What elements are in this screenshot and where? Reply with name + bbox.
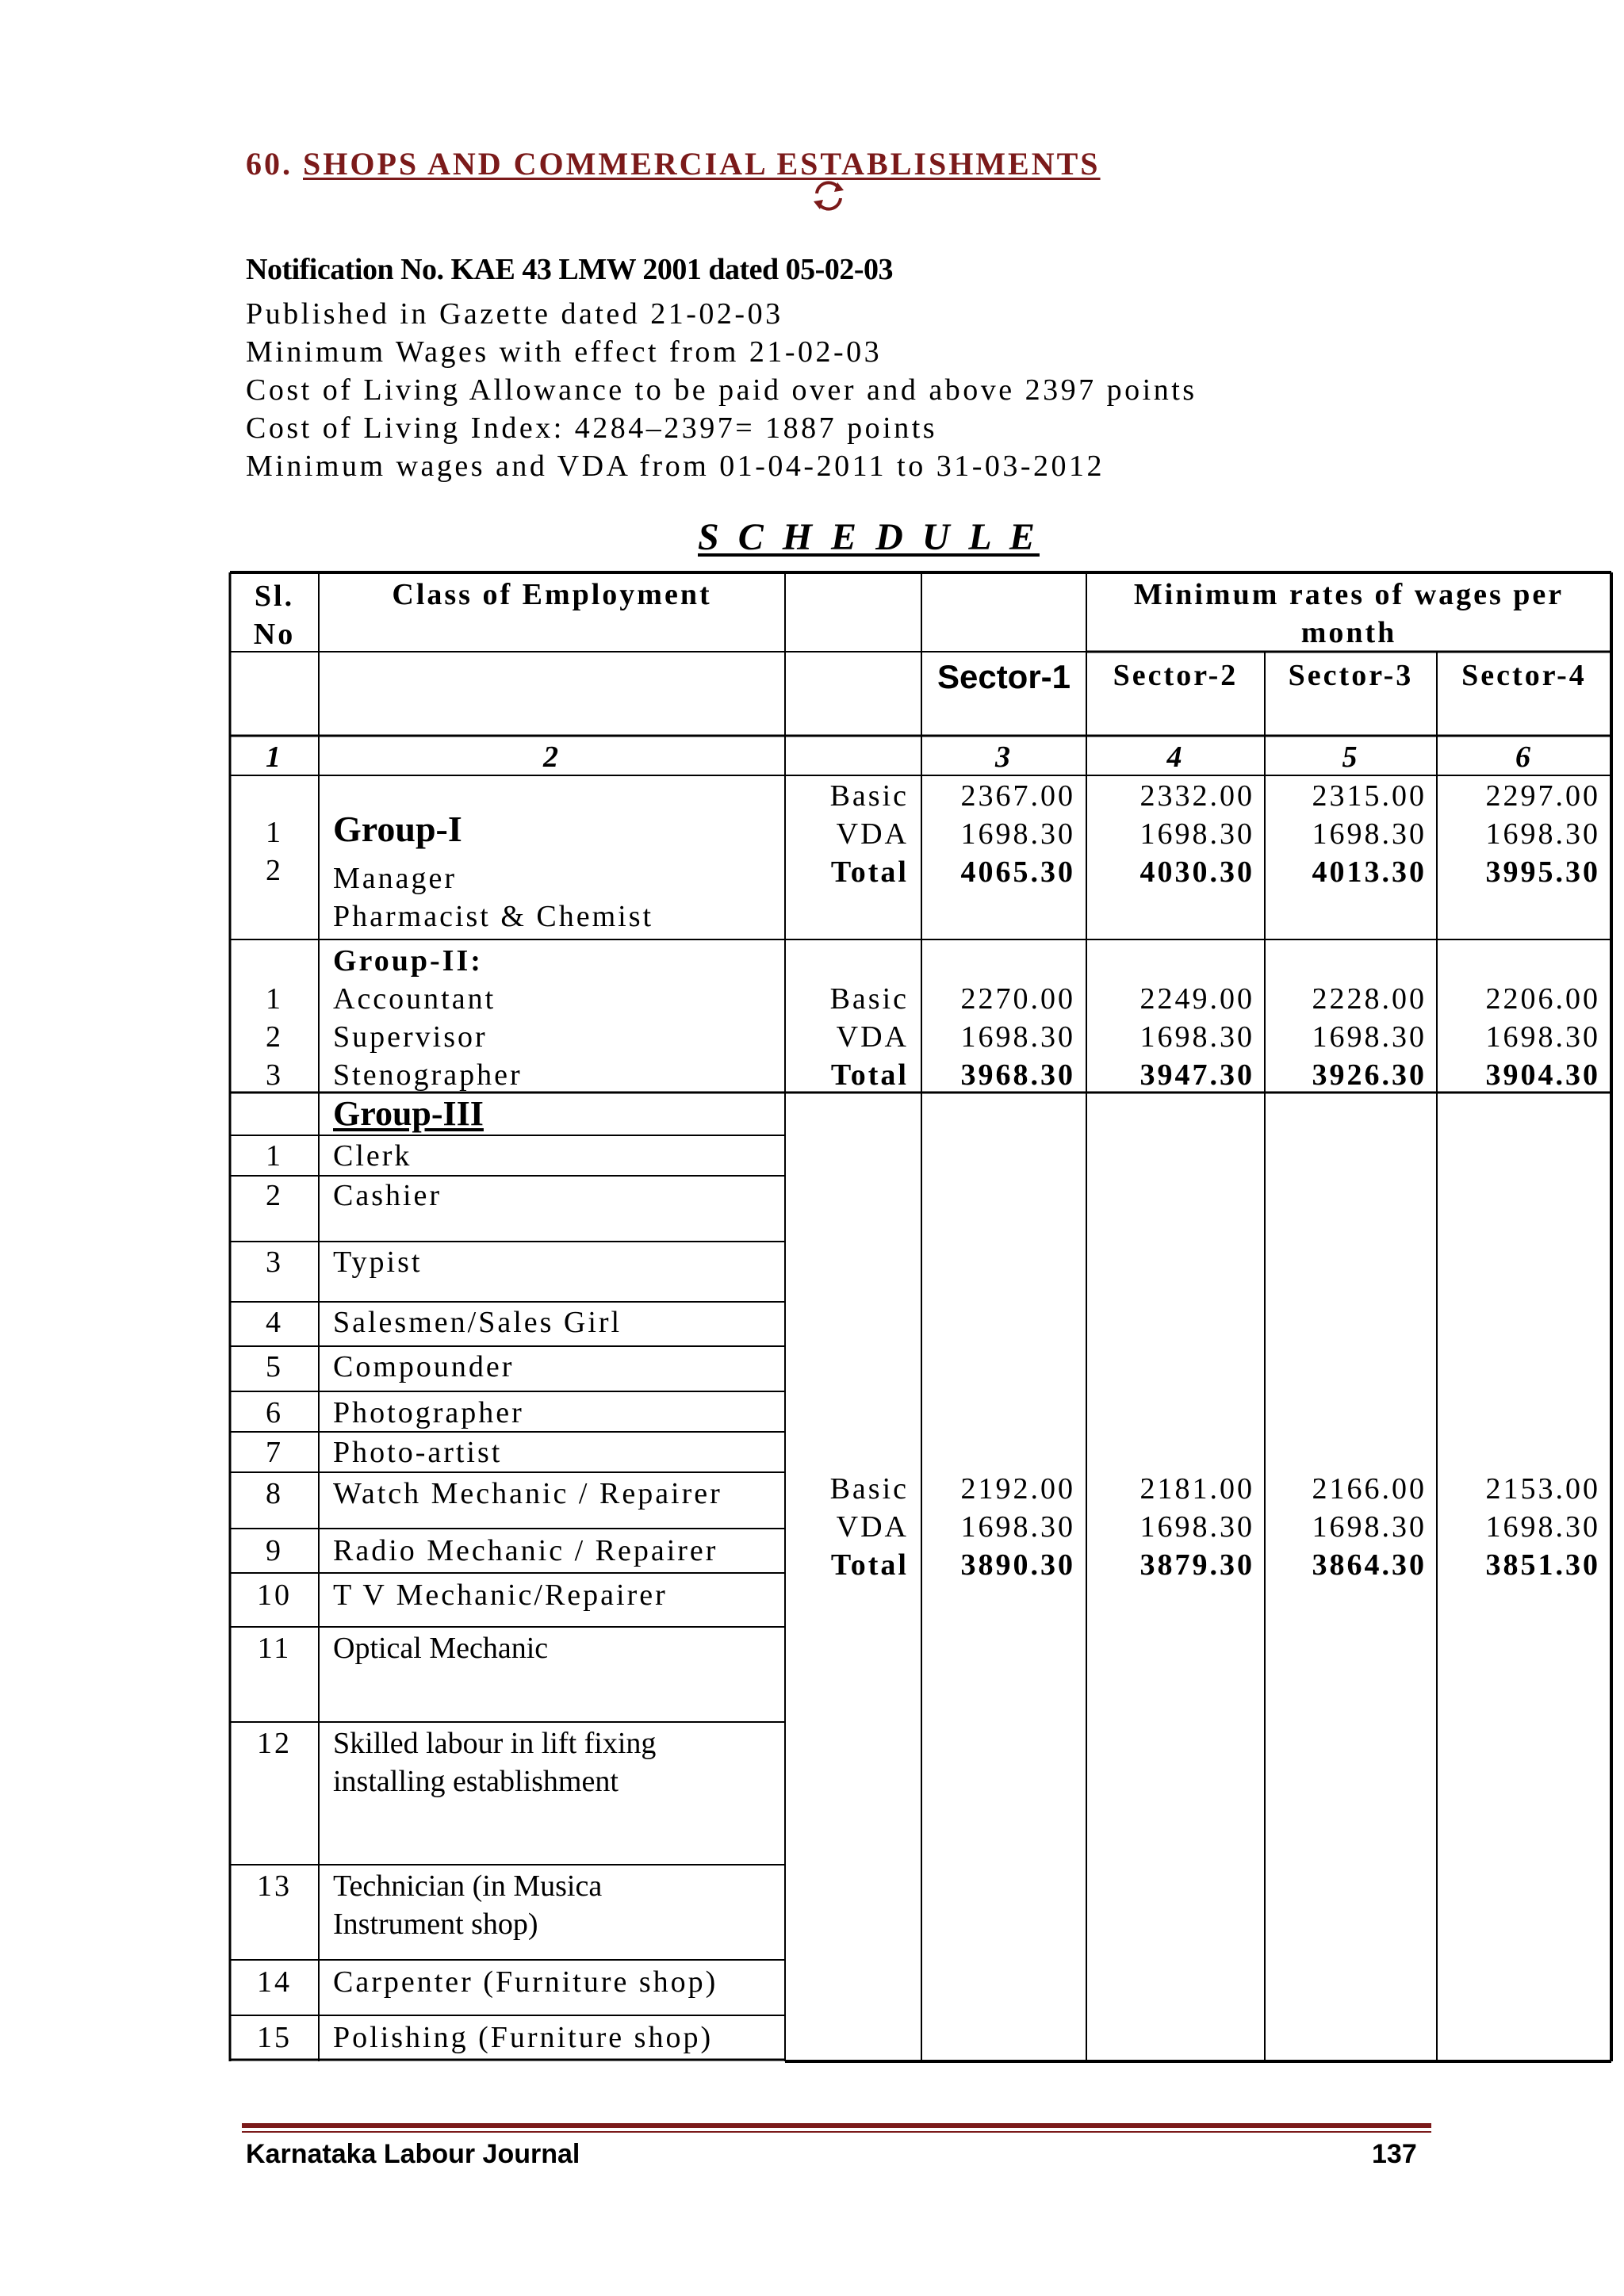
row-label-total: Total [830,1058,909,1092]
sl-no: 8 [266,1477,283,1510]
sl-no: 7 [266,1436,283,1469]
sl-no: 3 [266,1058,283,1092]
info-line: Cost of Living Index: 4284–2397= 1887 points [246,411,938,445]
col-number: 1 [266,740,283,774]
job-title: Carpenter (Furniture shop) [333,1965,718,1999]
sector-4-header: Sector-4 [1461,659,1587,692]
job-title: Accountant [333,982,496,1016]
job-title: Radio Mechanic / Repairer [333,1534,718,1567]
wage-value: 1698.30 [1312,1020,1427,1054]
wage-total: 3890.30 [960,1548,1075,1582]
group-1-title: Group-I [333,809,462,849]
sl-no: 2 [266,1020,283,1054]
job-title: Watch Mechanic / Repairer [333,1477,722,1510]
job-title: T V Mechanic/Repairer [333,1578,668,1612]
sl-no: 15 [257,2021,292,2054]
wage-value: 2181.00 [1139,1472,1254,1506]
section-title: SHOPS AND COMMERCIAL ESTABLISHMENTS [303,146,1101,182]
page-number: 137 [1372,2139,1417,2169]
row-label-basic: Basic [829,779,909,813]
job-title-line2: installing establishment [333,1765,619,1798]
wage-total: 3851.30 [1485,1548,1600,1582]
job-title: Salesmen/Sales Girl [333,1306,622,1339]
footer-rule [242,2123,1431,2128]
job-title: Clerk [333,1139,412,1173]
wage-value: 2332.00 [1139,779,1254,813]
wage-value: 1698.30 [1485,817,1600,851]
wage-total: 3904.30 [1485,1058,1600,1092]
sl-no: 13 [257,1869,292,1903]
col-number: 5 [1342,740,1360,774]
wage-value: 2153.00 [1485,1472,1600,1506]
sl-no-header [232,577,317,653]
job-title: Stenographer [333,1058,523,1092]
sector-3-header: Sector-3 [1288,659,1414,692]
sl-no: 11 [257,1632,292,1665]
schedule-title: S C H E D U L E [698,516,1040,558]
sl-no: 2 [266,1179,283,1212]
info-line: Minimum Wages with effect from 21-02-03 [246,335,883,369]
job-title: Polishing (Furniture shop) [333,2021,714,2054]
row-label-vda: VDA [836,817,909,851]
wage-total: 4030.30 [1139,855,1254,889]
sl-no: 6 [266,1396,283,1429]
job-title-line2: Instrument shop) [333,1908,538,1941]
footer-rule-thin [242,2131,1431,2133]
sl-no: 2 [266,854,283,887]
wage-value: 2192.00 [960,1472,1075,1506]
job-title: Manager [333,862,458,895]
sl-no: 5 [266,1350,283,1383]
row-label-vda: VDA [836,1510,909,1544]
wage-value: 1698.30 [1485,1020,1600,1054]
wage-total: 3879.30 [1139,1548,1254,1582]
sl-no: 1 [266,1139,283,1173]
row-label-total: Total [830,1548,909,1582]
wage-value: 1698.30 [960,1510,1075,1544]
sl-no-label: Sl. No [253,580,296,651]
wage-value: 1698.30 [1485,1510,1600,1544]
sl-no: 9 [266,1534,283,1567]
journal-name: Karnataka Labour Journal [246,2139,580,2169]
rates-header [1086,577,1611,650]
wage-total: 4065.30 [960,855,1075,889]
info-line: Cost of Living Allowance to be paid over and above 2397 points [246,373,1197,407]
sl-no: 10 [257,1578,292,1612]
col-number: 3 [995,740,1013,774]
wage-total: 3995.30 [1485,855,1600,889]
wage-total: 3864.30 [1312,1548,1427,1582]
wage-value: 2270.00 [960,982,1075,1016]
section-number: 60. [246,146,293,182]
row-label-basic: Basic [829,982,909,1016]
wage-value: 1698.30 [960,1020,1075,1054]
rates-header-line2: month [1300,616,1397,649]
rates-header-line1: Minimum rates of wages per [1133,578,1565,611]
wage-value: 2315.00 [1312,779,1427,813]
job-title: Photo-artist [333,1436,503,1469]
notification-line: Notification No. KAE 43 LMW 2001 dated 05-02-03 [246,253,893,286]
job-title: Photographer [333,1396,524,1429]
job-title: Technician (in Musica [333,1869,603,1903]
info-line: Minimum wages and VDA from 01-04-2011 to 31-03-2012 [246,450,1105,483]
job-title: Pharmacist & Chemist [333,900,654,933]
group-2-title: Group-II: [333,944,483,978]
job-title: Cashier [333,1179,442,1212]
sector-1-header: Sector-1 [936,658,1071,695]
row-label-basic: Basic [829,1472,909,1506]
job-title: Typist [333,1246,423,1279]
job-title: Supervisor [333,1020,488,1054]
group-3-title: Group-III [333,1094,484,1133]
job-title: Optical Mechanic [333,1632,549,1665]
sl-no: 12 [257,1727,292,1760]
info-line: Published in Gazette dated 21-02-03 [246,297,783,331]
wage-value: 1698.30 [960,817,1075,851]
sl-no: 4 [266,1306,283,1339]
sl-no: 1 [266,816,283,849]
class-header: Class of Employment [392,578,712,611]
wage-value: 2206.00 [1485,982,1600,1016]
row-label-vda: VDA [836,1020,909,1054]
row-label-total: Total [830,855,909,889]
wage-value: 2228.00 [1312,982,1427,1016]
job-title: Skilled labour in lift fixing [333,1727,657,1760]
sl-no: 14 [257,1965,292,1999]
sl-no: 3 [266,1246,283,1279]
job-title: Compounder [333,1350,515,1383]
wage-value: 2166.00 [1312,1472,1427,1506]
col-number: 4 [1166,740,1185,774]
wage-value: 1698.30 [1139,1510,1254,1544]
wage-total: 3947.30 [1139,1058,1254,1092]
wage-value: 2297.00 [1485,779,1600,813]
wage-value: 1698.30 [1139,817,1254,851]
wage-total: 4013.30 [1312,855,1427,889]
sl-no: 1 [266,982,283,1016]
wage-value: 1698.30 [1312,817,1427,851]
col-number: 2 [543,740,561,774]
wage-value: 1698.30 [1312,1510,1427,1544]
wage-value: 2249.00 [1139,982,1254,1016]
wage-total: 3968.30 [960,1058,1075,1092]
sector-2-header: Sector-2 [1113,659,1239,692]
wage-total: 3926.30 [1312,1058,1427,1092]
col-number: 6 [1515,740,1533,774]
wage-value: 1698.30 [1139,1020,1254,1054]
wage-value: 2367.00 [960,779,1075,813]
